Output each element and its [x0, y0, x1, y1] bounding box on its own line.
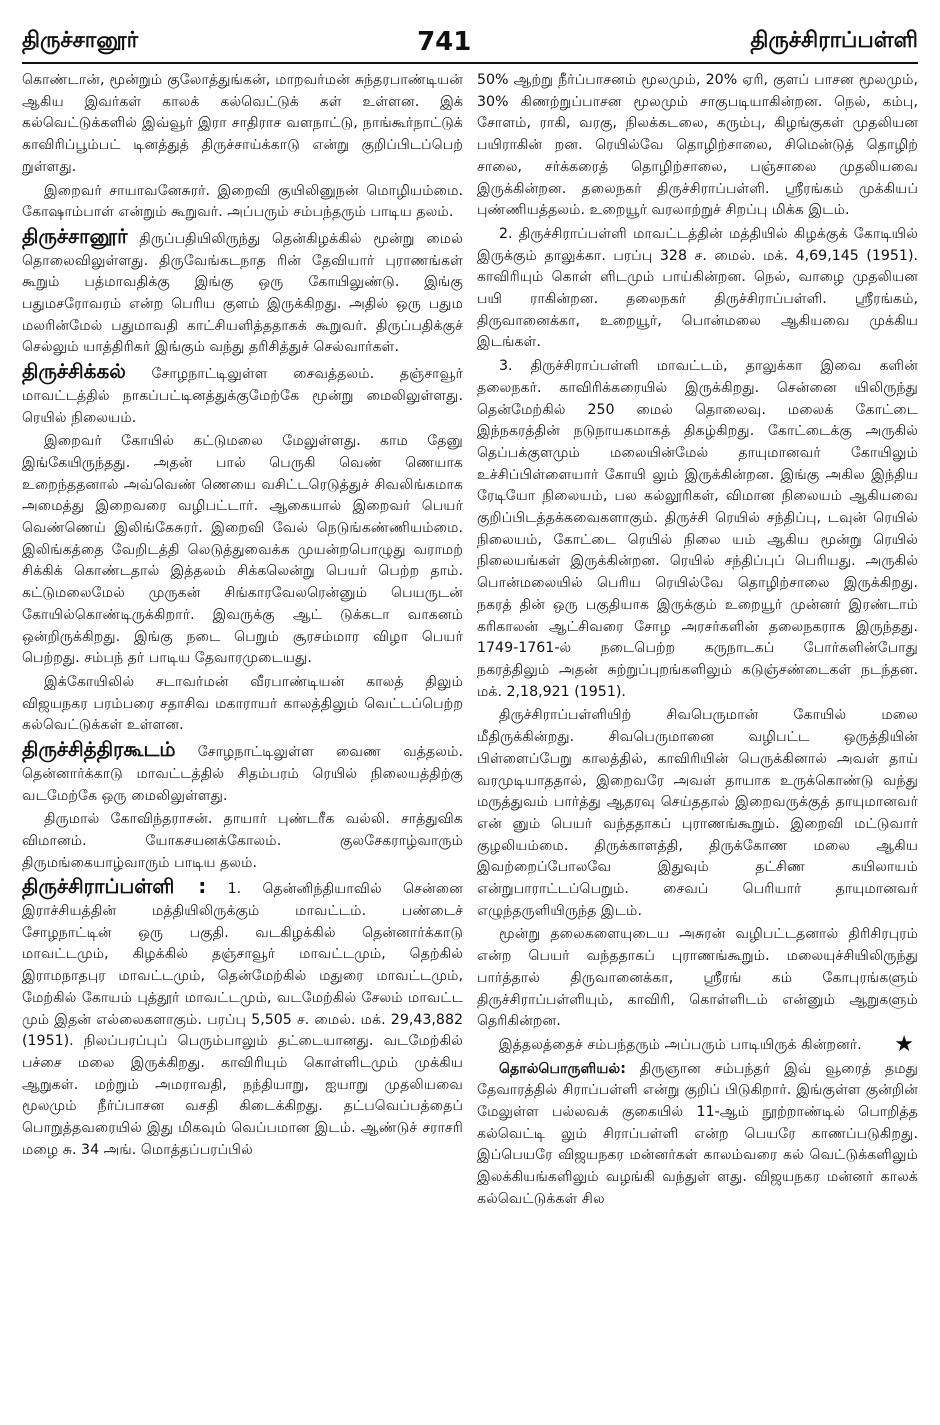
paragraph [477, 1031, 918, 1057]
left-column [22, 70, 463, 1415]
entry-thiruchithirakoodam [22, 739, 463, 807]
paragraph: 50% ஆற்று நீர்ப்பாசனம் மூலமும், 20% ஏரி, குளப் பாசன மூலமும், 30% கிணற்றுப்பாசன மூலமும் சாகுபடியாகின்றன. நெல், கம்பு, சோளம், ராகி, வரகு, நிலக்கடலை, கரும்பு, கிழங்குகள் முதலியன பயிராகின் றன. ரெயில்வே தொழிற்சாலை, சிமென்டுத் தொழிற் சாலை, சர்க்கரைத் தொழிற்சாலை, பஞ்சாலை முதலியவை இருக்கின்றன. தலைநகர் திருச்சிராப்பள்ளி. ஸ்ரீரங்கம் முக்கியப் புண்ணியத்தலம். உறையூர் வரலாற்றுச் சிறப்பு மிக்க இடம். [477, 72, 918, 219]
right-column [477, 70, 918, 1415]
star-icon: ★ [894, 1031, 914, 1057]
header-left-guideword: திருச்சானூர் [22, 28, 139, 53]
entry-text: சோழநாட்டிலுள்ள வைண வத்தலம். தென்னார்க்காடு மாவட்டத்தில் சிதம்பரம் ரெயில் நிலையத்திற்கு வடமேற்கே ஒரு மைலிலுள்ளது. [22, 744, 463, 804]
paragraph: 3. திருச்சிராப்பள்ளி மாவட்டம், தாலுக்கா இவை களின் தலைநகர். காவிரிக்கரையில் இருக்கிறது. சென்னை யிலிருந்து தென்மேற்கில் 250 மைல் தொலைவு. மலைக் கோட்டை இந்நகரத்தின் நடுநாயகமாகத் திகழ்கிறது. கோட்டைக்கு அருகில் தெப்பக்குளமும் மலையின்மேல் தாயுமானவர் கோயிலும் உச்சிப்பிள்ளையார் கோயி லும் இருக்கின்றன. இங்கு அகில இந்திய ரேடியோ நிலையம், பல கல்லூரிகள், விமான நிலையம் ஆகியவை குறிப்பிடத்தக்கவைகளாகும். திருச்சி ரெயில் சந்திப்பு, டவுன் ரெயில் நிலையம், கோட்டை ரெயில் நிலை யம் ஆகிய மூன்று ரெயில் நிலையங்கள் இருக்கின்றன. ரெயில் சந்திப்புப் பெரியது. அருகில் பொன்மலையில் பெரிய ரெயில்வே தொழிற்சாலை இருக்கிறது. நகரத் தின் ஒரு பகுதியாக இருக்கும் உறையூர் முன்னர் இரண்டாம் கரிகாலன் ஆட்சிவரை சோழ அரசர்களின் தலைநகராக இருந்தது. 1749-1761-ல் நடைபெற்ற கருநாடகப் போர்களின்போது நகரத்திலும் அதன் சுற்றுப்புறங்களிலும் கடுஞ்சண்டைகள் நடந்தன. மக். 2,18,921 (1951). [477, 358, 918, 700]
entry-title: திருச்சானூர் [22, 223, 128, 248]
text-columns [22, 70, 918, 1415]
page-header [22, 22, 918, 64]
paragraph: மூன்று தலைகளையுடைய அசுரன் வழிபட்டதனால் திரிசிரபுரம் என்ற பெயர் வந்ததாகப் புராணங்கூறும். மலையுச்சியிலிருந்து பார்த்தால் திருவானைக்கா, ஸ்ரீரங் கம் கோபுரங்களும் திருச்சிராப்பள்ளியும், காவிரி, கொள்ளிடம் என்னும் ஆறுகளும் தெரிகின்றன. [477, 926, 918, 1030]
entry-thiruchikkal [22, 361, 463, 429]
paragraph-text: இத்தலத்தைச் சம்பந்தரும் அப்பரும் பாடியிருக் கின்றனர். [499, 1036, 862, 1053]
entry-text: திருப்பதியிலிருந்து தென்கிழக்கில் மூன்று மைல் தொலைவிலுள்ளது. திருவேங்கடநாத ரின் தேவியார் புராணங்கள் கூறும் பத்மாவதிக்கு இங்கு ஒரு கோயிலுண்டு. இங்கு பதுமசரோவரம் என்ற பெரிய குளம் இருக்கிறது. அதில் ஒரு பதும மலரின்மேல் பதுமாவதி காட்சியளித்ததாகக் கூறுவர். திருப்பதிக்குச் செல்லும் யாத்திரிகர் இங்கும் வந்து தரிசித்துச் செல்வார்கள். [22, 230, 463, 356]
entry-text: சோழநாட்டிலுள்ள சைவத்தலம். தஞ்சாவூர் மாவட்டத்தில் நாகப்பட்டினத்துக்குமேற்கே மூன்று மைலிலுள்ளது. ரெயில் நிலையம். [22, 366, 463, 426]
archaeology-section [477, 1059, 918, 1211]
paragraph: 2. திருச்சிராப்பள்ளி மாவட்டத்தின் மத்தியில் கிழக்குக் கோடியில் இருக்கும் தாலுக்கா. பரப்பு 328 ச. மைல். மக். 4,69,145 (1951). காவிரியும் கொள் ளிடமும் பாய்கின்றன. நெல், வாழை முதலியன பயி ராகின்றன. தலைநகர் திருச்சிராப்பள்ளி. ஸ்ரீரங்கம், திருவானைக்கா, உறையூர், பொன்மலை ஆகியவை முக்கிய இடங்கள். [477, 225, 918, 351]
entry-thiruchanur [22, 223, 463, 359]
page-number: 741 [417, 27, 472, 57]
section-text: திருஞான சம்பந்தர் இவ் வூரைத் தமது தேவாரத்தில் சிராப்பள்ளி என்று குறிப் பிடுகிறார். இங்குள்ள குன்றின் மேலுள்ள பல்லவக் குகையில் 11-ஆம் நூற்றாண்டில் பொறித்த கல்வெட்டி லும் சிராப்பள்ளி என்ற பெயரே காணப்படுகிறது. இப்பெயரே விஜயநகர மன்னர்கள் காலம்வரை கல் வெட்டுக்களிலும் இலக்கியங்களிலும் வழங்கி வந்துள் ளது. விஜயநகர மன்னர் காலக் கல்வெட்டுக்கள் சில [477, 1060, 918, 1207]
paragraph: திருச்சிராப்பள்ளியிற் சிவபெருமான் கோயில் மலை மீதிருக்கின்றது. சிவபெருமானை வழிபட்ட ஒருத்தியின் பிள்ளைப்பேறு காலத்தில், காவிரியின் பெருக்கினால் அவள் தாய் வரமுடியாததால், இறைவரே அவள் தாயாக உருக்கொண்டு வந்து மருத்துவம் பார்த்து ஆதரவு செய்ததால் இறைவருக்குத் தாயுமானவர் என் னும் பெயர் வந்ததாகப் புராணங்கூறும். இறைவி மட்டுவார் குழலியம்மை. திருக்காளத்தி, திருக்கோண மலை ஆகிய இவற்றைப்போலவே இதுவும் தட்சிண கயிலாயம் என்றுபாராட்டப்பெறும். சைவப் பெரியார் தாயுமானவர் எழுந்தருளியிருந்த இடம். [477, 707, 918, 919]
paragraph: இறைவர் கோயில் கட்டுமலை மேலுள்ளது. காம தேனு இங்கேயிருந்தது. அதன் பால் பெருகி வெண் ணெயாக உறைந்ததனால் அவ்வெண் ணெயை வசிட்டரெடுத்துச் சிவலிங்கமாக அமைத்து இறைவரை வழிபட்டார். ஆகையால் இறைவர் பெயர் வெண்ணெய் இலிங்கேசுரர். இறைவி வேல் நெடுங்கண்ணியம்மை. இலிங்கத்தை வேறிடத்தி லெடுத்துவைக்க முயன்றபொழுது வராமற் சிக்கிக் கொண்டதால் இத்தலம் சிக்கலென்று பெயர் பெற்ற தாம். கட்டுமலைமேல் முருகன் சிங்காரவேலரென்னும் பெயருடன் கோயில்கொண்டிருக்கிறார். இவருக்கு ஆட் டுக்கடா வாகனம் ஒன்றிருக்கிறது. இங்கு நடை பெறும் சூரசம்மார விழா பெயர் பெற்றது. சம்பந் தர் பாடிய தேவாரமுடையது. [22, 433, 463, 667]
paragraph: திருமால் கோவிந்தராசன். தாயார் புண்டரீக வல்லி. சாத்துவிக விமானம். யோகசயனக்கோலம். குலசேகராழ்வாரும் திருமங்கையாழ்வாரும் பாடிய தலம். [22, 811, 463, 871]
paragraph: கொண்டான், மூன்றும் குலோத்துங்கன், மாறவர்மன் சுந்தரபாண்டியன் ஆகிய இவர்கள் காலக் கல்வெட்டுக் கள் உள்ளன. இக் கல்வெட்டுக்களில் இவ்வூர் இரா சாதிராச வளநாட்டு, நாங்கூர்நாட்டுக் காவிரிப்பூம்பட் டினத்துத் திருச்சாய்க்காடு என்று குறிப்பிடப்பெற் றுள்ளது. [22, 72, 463, 175]
paragraph: இக்கோயிலில் சடாவர்மன் வீரபாண்டியன் காலத் திலும் விஜயநகர பரம்பரை சதாசிவ மகாராயர் காலத்திலும் வெட்டப்பெற்ற கல்வெட்டுக்கள் உள்ளன. [22, 673, 463, 734]
entry-text: 1. தென்னிந்தியாவில் சென்னை இராச்சியத்தின் மத்தியிலிருக்கும் மாவட்டம். பண்டைச் சோழநாட்டின் ஒரு பகுதி. வடகிழக்கில் தென்னார்க்காடு மாவட்டமும், கிழக்கில் தஞ்சாவூர் மாவட்டமும், தெற்கில் இராமநாதபுர மாவட்டமும், தென்மேற்கில் மதுரை மாவட்டமும், மேற்கில் கோயம் புத்தூர் மாவட்டமும், வடமேற்கில் சேலம் மாவட்ட மும் இதன் எல்லைகளாகும். பரப்பு 5,505 ச. மைல். மக். 29,43,882 (1951). நிலப்பரப்புப் பெரும்பாலும் தட்டையானது. வடமேற்கில் பச்சை மலை இருக்கிறது. காவிரியும் கொள்ளிடமும் முக்கிய ஆறுகள். மற்றும் அமராவதி, நந்தியாறு, ஐயாறு முதலியவை மூலமும் நீர்ப்பாசன வசதி கிடைக்கிறது. தட்பவெப்பத்தைப் பொறுத்தவரையில் இது மிகவும் வெப்பமான இடம். ஆண்டுச் சராசரி மழை சு. 34 அங். மொத்தப்பரப்பில் [22, 881, 463, 1158]
header-right-guideword: திருச்சிராப்பள்ளி [750, 28, 918, 53]
entry-title: திருச்சித்திரகூடம் [22, 737, 176, 762]
entry-thiruchirappalli [22, 876, 463, 1161]
paragraph: இறைவர் சாயாவனேசுரர். இறைவி குயிலினுநன் மொழியம்மை. கோஷாம்பாள் என்றும் கூறுவர். அப்பரும் சம்பந்தரும் பாடிய தலம். [22, 182, 463, 221]
section-subtitle: தொல்பொருளியல்: [499, 1060, 626, 1077]
entry-title: திருச்சிக்கல் [22, 359, 126, 384]
entry-title: திருச்சிராப்பள்ளி : [22, 874, 207, 899]
